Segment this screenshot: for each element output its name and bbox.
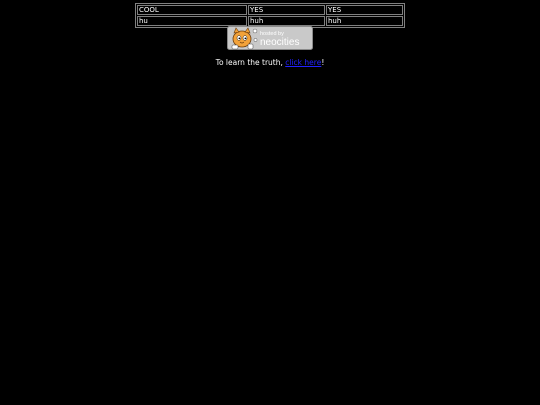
neocities-badge[interactable] [227,26,313,50]
table-cell: huh [248,16,325,26]
footer-message [0,58,540,68]
click-here-link[interactable]: click here [285,58,322,67]
bubble-icon [253,29,257,33]
table-row [137,16,403,26]
footer-suffix: ! [321,58,325,67]
footer-prefix: To learn the truth, [215,58,286,67]
table-cell: YES [248,5,325,15]
table-cell: YES [326,5,403,15]
table-cell: hu [137,16,247,26]
bubble-icon [254,38,257,41]
table-cell: COOL [137,5,247,15]
info-table [135,3,405,28]
table-row [137,5,403,15]
table-cell: huh [326,16,403,26]
badge-line2: neocities [260,37,300,48]
badge-line1: hosted by [260,31,284,37]
